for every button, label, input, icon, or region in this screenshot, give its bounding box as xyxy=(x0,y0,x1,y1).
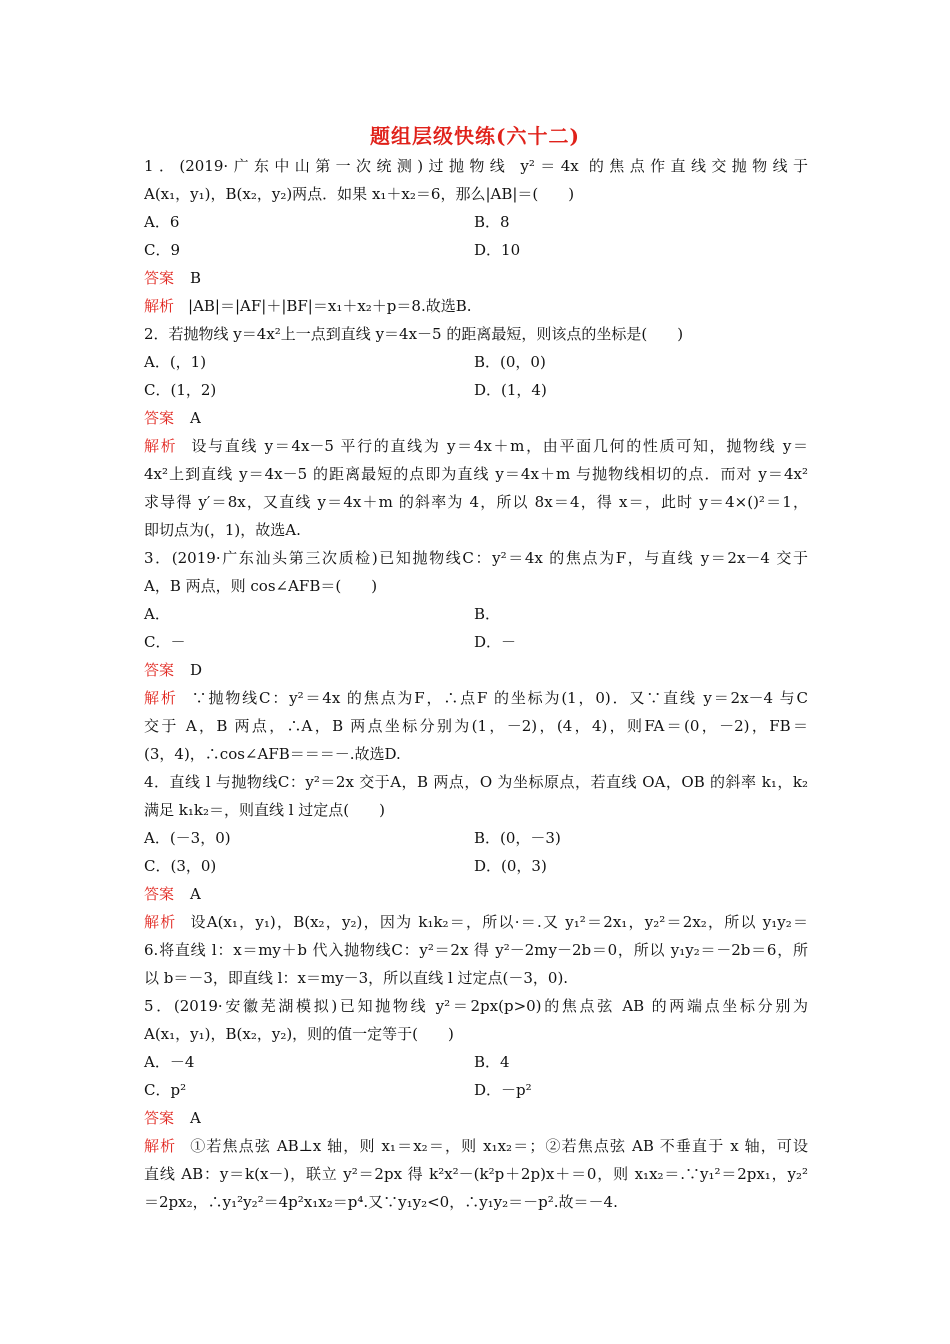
q2-option-a: A．(，1) xyxy=(144,353,207,371)
q1-analysis-line1: |AB|＝|AF|＋|BF|＝x₁＋x₂＋p＝8.故选B. xyxy=(188,297,472,315)
q5-analysis-line2: 直线 AB：y＝k(x－)，联立 y²＝2px 得 k²x²－(k²p＋2p)x＋＝0，则 x₁x₂＝.∵y₁²＝2px₁，y₂² xyxy=(144,1165,808,1183)
q2-analysis-line4: 即切点为(，1)，故选A. xyxy=(144,521,301,539)
analysis-label: 解析 xyxy=(144,1137,177,1155)
q3-analysis-line2: 交于 A，B 两点，∴A，B 两点坐标分别为(1，－2)，(4，4)，则FA＝(0，－2)，FB＝ xyxy=(144,717,808,735)
q4-option-d: D．(0，3) xyxy=(474,857,547,875)
q4-answer-row xyxy=(144,881,808,907)
page-title: 题组层级快练(六十二) xyxy=(370,124,580,148)
q4-option-a: A．(－3，0) xyxy=(144,829,231,847)
analysis-label: 解析 xyxy=(144,689,178,707)
answer-label: 答案 xyxy=(144,269,175,287)
q1-stem-line1: 1．(2019·广东中山第一次统测)过抛物线 y²＝4x 的焦点作直线交抛物线于 xyxy=(144,157,808,175)
q5-analysis-line1: ①若焦点弦 AB⊥x 轴，则 x₁＝x₂＝，则 x₁x₂＝；②若焦点弦 AB 不垂直于 x 轴，可设 xyxy=(190,1137,808,1155)
q5-stem-line2: A(x₁，y₁)，B(x₂，y₂)，则的值一定等于( ) xyxy=(144,1025,454,1043)
q5-option-d: D．－p² xyxy=(474,1081,532,1099)
analysis-label: 解析 xyxy=(144,437,178,455)
q3-stem-line2: A，B 两点，则 cos∠AFB＝( ) xyxy=(144,577,378,595)
q1-option-d: D．10 xyxy=(474,241,521,259)
q3-option-d: D．－ xyxy=(474,633,517,651)
q4-stem-line1: 4．直线 l 与抛物线C：y²＝2x 交于A，B 两点，O 为坐标原点，若直线 OA，OB 的斜率 k₁，k₂ xyxy=(144,773,808,791)
q5-option-c: C．p² xyxy=(144,1081,187,1099)
analysis-label: 解析 xyxy=(144,297,175,315)
q3-option-a: A． xyxy=(144,605,170,623)
answer-label: 答案 xyxy=(144,409,175,427)
q5-analysis-line3: ＝2px₂，∴y₁²y₂²＝4p²x₁x₂＝p⁴.又∵y₁y₂<0，∴y₁y₂＝－p².故＝－4. xyxy=(144,1193,618,1211)
q4-option-b: B．(0，－3) xyxy=(474,829,561,847)
q4-analysis-line1: 设A(x₁，y₁)，B(x₂，y₂)，因为 k₁k₂＝，所以·＝.又 y₁²＝2x₁，y₂²＝2x₂，所以 y₁y₂＝ xyxy=(190,913,808,931)
q1-option-b: B．8 xyxy=(474,213,510,231)
q3-answer-row xyxy=(144,657,808,683)
q2-analysis-line2: 4x²上到直线 y＝4x－5 的距离最短的点即为直线 y＝4x＋m 与抛物线相切的点．而对 y＝4x² xyxy=(144,465,808,483)
q2-option-d: D．(1，4) xyxy=(474,381,547,399)
q2-answer-row xyxy=(144,405,808,431)
q4-analysis-line3: 以 b＝－3，即直线 l：x＝my－3，所以直线 l 过定点(－3，0). xyxy=(144,969,569,987)
q1-answer: B xyxy=(190,269,202,287)
q4-option-c: C．(3，0) xyxy=(144,857,217,875)
q5-stem-line1: 5．(2019·安徽芜湖模拟)已知抛物线 y²＝2px(p>0)的焦点弦 AB 的两端点坐标分别为 xyxy=(144,997,808,1015)
q1-analysis-row xyxy=(144,293,808,319)
q5-option-a: A．－4 xyxy=(144,1053,195,1071)
q5-answer: A xyxy=(190,1109,201,1127)
q3-option-b: B． xyxy=(474,605,501,623)
q1-answer-row xyxy=(144,265,808,291)
q4-analysis-line2: 6.将直线 l：x＝my＋b 代入抛物线C：y²＝2x 得 y²－2my－2b＝0，所以 y₁y₂＝－2b＝6，所 xyxy=(144,941,808,959)
q3-option-c: C．－ xyxy=(144,633,186,651)
answer-label: 答案 xyxy=(144,885,175,903)
analysis-label: 解析 xyxy=(144,913,177,931)
q3-stem-line1: 3．(2019·广东汕头第三次质检)已知抛物线C：y²＝4x 的焦点为F，与直线 y＝2x－4 交于 xyxy=(144,549,808,567)
q2-analysis-line3: 求导得 y′＝8x，又直线 y＝4x＋m 的斜率为 4，所以 8x＝4，得 x＝，此时 y＝4×()²＝1， xyxy=(144,493,808,511)
q2-analysis-line1: 设与直线 y＝4x－5 平行的直线为 y＝4x＋m，由平面几何的性质可知，抛物线 y＝ xyxy=(191,437,808,455)
q5-answer-row xyxy=(144,1105,808,1131)
q3-answer: D xyxy=(190,661,203,679)
q1-option-c: C．9 xyxy=(144,241,181,259)
q2-option-c: C．(1，2) xyxy=(144,381,217,399)
q2-stem-line1: 2．若抛物线 y＝4x²上一点到直线 y＝4x－5 的距离最短，则该点的坐标是( ) xyxy=(144,325,684,343)
q4-answer: A xyxy=(190,885,201,903)
q2-answer: A xyxy=(190,409,201,427)
q1-stem-line2: A(x₁，y₁)，B(x₂，y₂)两点．如果 x₁＋x₂＝6，那么|AB|＝( ) xyxy=(144,185,575,203)
q3-analysis-line1: ∵抛物线C：y²＝4x 的焦点为F，∴点F 的坐标为(1，0)．又∵直线 y＝2x－4 与C xyxy=(191,689,808,707)
answer-label: 答案 xyxy=(144,661,175,679)
q1-option-a: A．6 xyxy=(144,213,180,231)
q3-analysis-row xyxy=(144,685,808,711)
q2-analysis-row xyxy=(144,433,808,459)
q2-option-b: B．(0，0) xyxy=(474,353,546,371)
q5-option-b: B．4 xyxy=(474,1053,510,1071)
q4-stem-line2: 满足 k₁k₂＝，则直线 l 过定点( ) xyxy=(144,801,386,819)
q4-analysis-row xyxy=(144,909,808,935)
q5-analysis-row xyxy=(144,1133,808,1159)
q3-analysis-line3: (3，4)，∴cos∠AFB＝＝＝－.故选D. xyxy=(144,745,401,763)
answer-label: 答案 xyxy=(144,1109,175,1127)
